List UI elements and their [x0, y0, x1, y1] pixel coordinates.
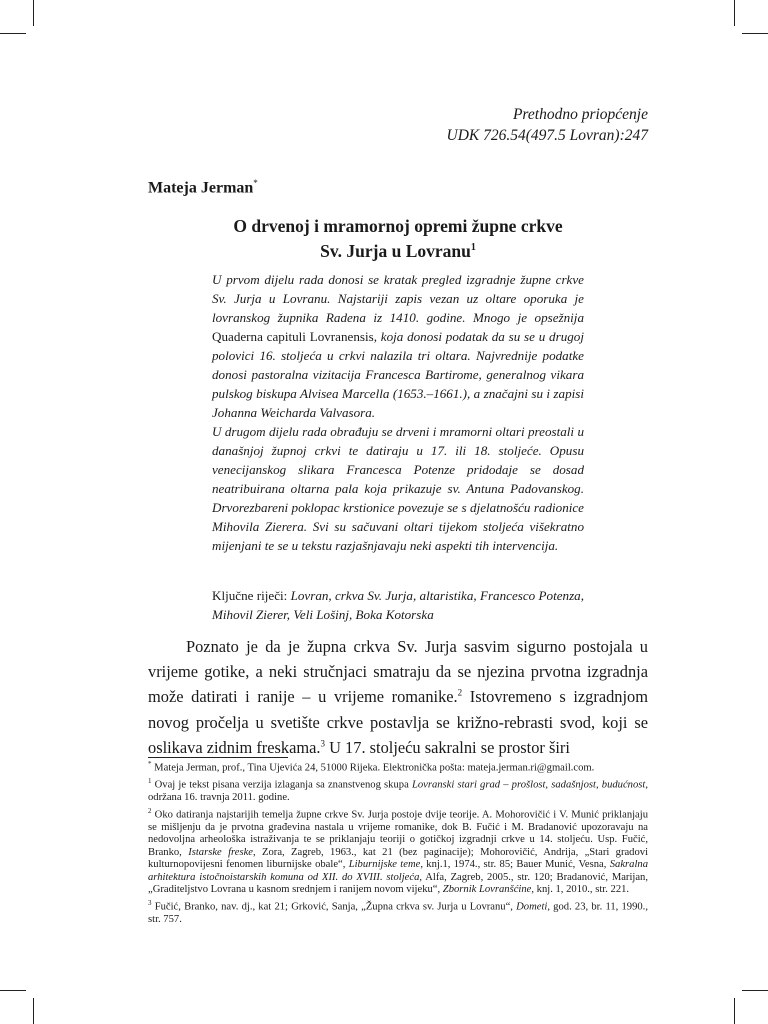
crop-mark [0, 990, 26, 991]
article-title-line2: Sv. Jurja u Lovranu$^1$ [320, 240, 476, 261]
body-text: Poznato je da je župna crkva Sv. Jurja sasvim sigurno postojala u vrijeme gotike, a neki stručnjaci smatraju da se njezina prvotna izgradnja može datirati i ranije – u vrijeme romanike.$^2$ Istovremeno s izgradnjom novog pročelja u svetište crkve postavlja se križno-rebrasti svod, koji se oslikava zidnim freskama.$^3$ U 17. stoljeću sakralni se prostor širi [148, 637, 648, 757]
footnote: $^2$ Oko datiranja najstarijih temelja župne crkve Sv. Jurja postoje dvije teorije. A. Mohorovičić i V. Munić priklanjaju se mišljenju da je prvotna građevina nastala u vrijeme romanike, dok B. Fučić i M. Bradanović upozoravaju na nedovoljna arheološka istraživanja te se priklanjaju teoriji o gotičkoj izgradnji crkve u 14. stoljeću. Usp. Fučić, Branko, Istarske freske, Zora, Zagreb, 1963., kat 21 (bez paginacije); Mohorovičić, Andrija, „Stari gradovi kulturnopovijesni fenomen liburnijske obale“, Liburnijske teme, knj.1, 1974., str. 85; Bauer Munić, Vesna, Sakralna arhitektura istočnoistarskih komuna od XII. do XVIII. stoljeća, Alfa, Zagreb, 2005., str. 120; Bradanović, Marijan, „Graditeljstvo Lovrana u kasnom srednjem i ranijem novom vijeku“, Zbornik Lovranšćine, knj. 1, 2010., str. 221. [148, 806, 649, 896]
crop-mark [33, 0, 34, 26]
footnotes [148, 758, 648, 926]
footnote-ref: 3 [320, 738, 326, 749]
title-footnote-mark: 1 [470, 242, 476, 253]
crop-mark [742, 33, 768, 34]
crop-mark [734, 0, 735, 26]
article-title: O drvenoj i mramornoj opremi župne crkve [233, 216, 563, 236]
crop-mark [0, 33, 26, 34]
abstract-paragraph: U drugom dijelu rada obrađuju se drveni i mramorni oltari preostali u današnjoj župnoj crkvi te datiraju u 17. ili 18. stoljeće. Opusu venecijanskog slikara Francesca Potenze pridodaje se dosad neatribuirana oltarna pala koja prikazuje sv. Antuna Padovanskog. Drvorezbareni poklopac krstionice povezuje se s djelatnošću radionice Mihovila Zierera. Svi su sačuvani oltari tijekom stoljeća višekratno mijenjani te se u tekstu razjašnjavaju neki aspekti tih intervencija. [212, 424, 584, 553]
footnote: $^3$ Fučić, Branko, nav. dj., kat 21; Grković, Sanja, „Župna crkva sv. Jurja u Lovranu“, Dometi, god. 23, br. 11, 1990., str. 757. [148, 898, 648, 925]
author-footnote-mark: * [253, 178, 258, 188]
footnote-ref: 2 [457, 687, 463, 698]
crop-mark [734, 998, 735, 1024]
article-type: Prethodno priopćenje [512, 106, 648, 123]
author-name: Mateja Jerman* [148, 178, 258, 197]
keywords [212, 586, 584, 624]
keywords-values: Lovran, crkva Sv. Jurja, altaristika, Francesco Potenza, Mihovil Zierer, Veli Lošinj, Boka Kotorska [212, 588, 584, 622]
abstract [212, 270, 584, 555]
crop-mark [33, 998, 34, 1024]
abstract-paragraph: U prvom dijelu rada donosi se kratak pregled izgradnje župne crkve Sv. Jurja u Lovranu. Najstariji zapis vezan uz oltare oporuka je lovranskog župnika Radena iz 1410. godine. Mnogo je opsežnija Quaderna capituli Lovranensis, koja donosi podatak da su se u drugoj polovici 16. stoljeća u crkvi nalazila tri oltara. Najvrednije podatke donosi pastoralna vizitacija Francesca Bartirome, generalnog vikara pulskog biskupa Alvisea Marcella (1653.–1661.), a značajni su i zapisi Johanna Weicharda Valvasora. [212, 272, 584, 420]
keywords-label: Ključne riječi: [212, 588, 291, 603]
crop-mark [742, 990, 768, 991]
footnote: $^1$ Ovaj je tekst pisana verzija izlaganja sa znanstvenog skupa Lovranski stari grad – prošlost, sadašnjost, budućnost, održana 16. travnja 2011. godine. [148, 777, 648, 804]
udk-code: UDK 726.54(497.5 Lovran):247 [446, 127, 648, 144]
footnote: * Mateja Jerman, prof., Tina Ujevića 24, 51000 Rijeka. Elektronička pošta: mateja.jerman.ri@gmail.com. [148, 760, 595, 774]
